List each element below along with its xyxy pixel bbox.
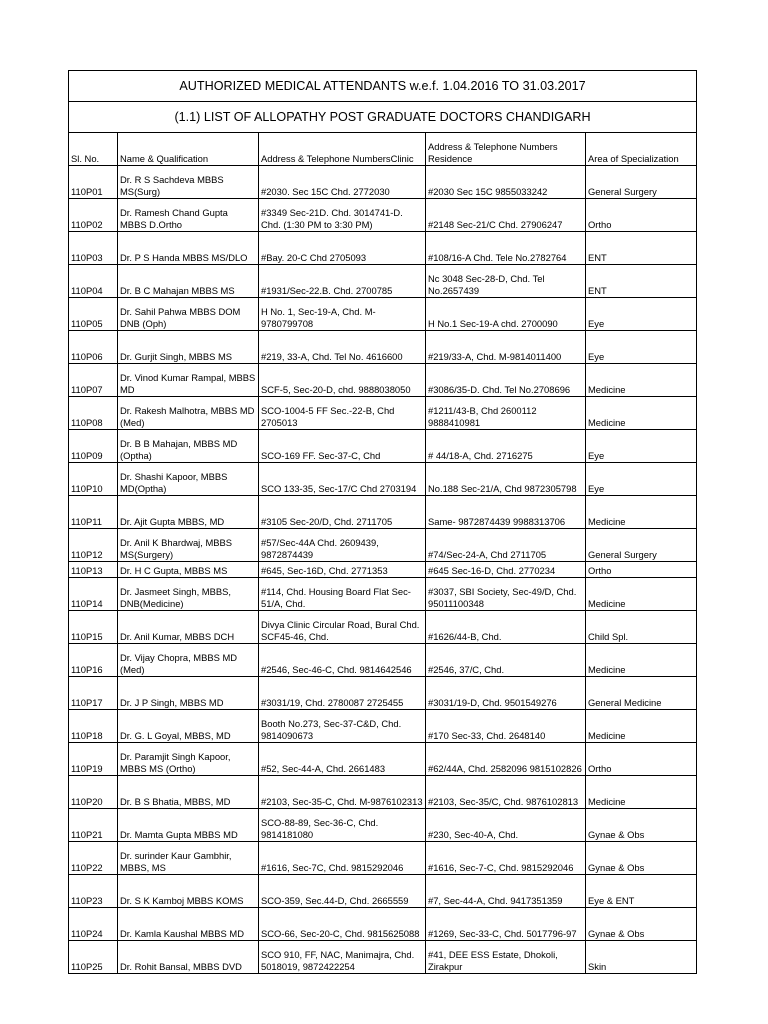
cell-sl-no: 110P09 <box>69 430 118 463</box>
cell-area-specialization: Eye <box>586 298 697 331</box>
cell-clinic-address: Divya Clinic Circular Road, Bural Chd. SCF45-46, Chd. <box>259 611 426 644</box>
cell-clinic-address: #1616, Sec-7C, Chd. 9815292046 <box>259 842 426 875</box>
cell-residence-address: #219/33-A, Chd. M-9814011400 <box>426 331 586 364</box>
cell-residence-address: #1616, Sec-7-C, Chd. 9815292046 <box>426 842 586 875</box>
table-row <box>69 776 697 809</box>
cell-name-qualification: Dr. P S Handa MBBS MS/DLO <box>118 232 259 265</box>
cell-sl-no: 110P08 <box>69 397 118 430</box>
cell-sl-no: 110P11 <box>69 496 118 529</box>
cell-area-specialization: Gynae & Obs <box>586 842 697 875</box>
cell-sl-no: 110P20 <box>69 776 118 809</box>
table-row <box>69 199 697 232</box>
cell-name-qualification: Dr. Ramesh Chand Gupta MBBS D.Ortho <box>118 199 259 232</box>
header-row <box>69 133 697 166</box>
cell-residence-address: #3031/19-D, Chd. 9501549276 <box>426 677 586 710</box>
cell-area-specialization: Medicine <box>586 578 697 611</box>
cell-sl-no: 110P21 <box>69 809 118 842</box>
cell-clinic-address: #2030. Sec 15C Chd. 2772030 <box>259 166 426 199</box>
cell-sl-no: 110P22 <box>69 842 118 875</box>
table-row <box>69 166 697 199</box>
cell-clinic-address: #3105 Sec-20/D, Chd. 2711705 <box>259 496 426 529</box>
cell-name-qualification: Dr. B S Bhatia, MBBS, MD <box>118 776 259 809</box>
cell-residence-address: #645 Sec-16-D, Chd. 2770234 <box>426 562 586 578</box>
cell-area-specialization: Skin <box>586 941 697 974</box>
header-sl-no: Sl. No. <box>69 133 118 166</box>
cell-clinic-address: H No. 1, Sec-19-A, Chd. M-9780799708 <box>259 298 426 331</box>
cell-clinic-address: #1931/Sec-22.B. Chd. 2700785 <box>259 265 426 298</box>
cell-name-qualification: Dr. R S Sachdeva MBBS MS(Surg) <box>118 166 259 199</box>
table-row <box>69 611 697 644</box>
cell-sl-no: 110P05 <box>69 298 118 331</box>
cell-sl-no: 110P03 <box>69 232 118 265</box>
header-residence-address: Address & Telephone Numbers Residence <box>426 133 586 166</box>
cell-area-specialization: Medicine <box>586 644 697 677</box>
cell-clinic-address: #57/Sec-44A Chd. 2609439, 9872874439 <box>259 529 426 562</box>
cell-residence-address: #7, Sec-44-A, Chd. 9417351359 <box>426 875 586 908</box>
cell-area-specialization: General Medicine <box>586 677 697 710</box>
cell-name-qualification: Dr. Gurjit Singh, MBBS MS <box>118 331 259 364</box>
title-row <box>69 71 697 102</box>
cell-clinic-address: #645, Sec-16D, Chd. 2771353 <box>259 562 426 578</box>
cell-residence-address: #3086/35-D. Chd. Tel No.2708696 <box>426 364 586 397</box>
table-row <box>69 710 697 743</box>
cell-clinic-address: #3031/19, Chd. 2780087 2725455 <box>259 677 426 710</box>
cell-name-qualification: Dr. Anil K Bhardwaj, MBBS MS(Surgery) <box>118 529 259 562</box>
header-name-qualification: Name & Qualification <box>118 133 259 166</box>
cell-name-qualification: Dr. H C Gupta, MBBS MS <box>118 562 259 578</box>
cell-residence-address: #1269, Sec-33-C, Chd. 5017796-97 <box>426 908 586 941</box>
cell-name-qualification: Dr. B C Mahajan MBBS MS <box>118 265 259 298</box>
cell-residence-address: #230, Sec-40-A, Chd. <box>426 809 586 842</box>
cell-sl-no: 110P07 <box>69 364 118 397</box>
table-row <box>69 578 697 611</box>
table-row <box>69 430 697 463</box>
cell-sl-no: 110P13 <box>69 562 118 578</box>
table-row <box>69 496 697 529</box>
cell-clinic-address: #2103, Sec-35-C, Chd. M-9876102313 <box>259 776 426 809</box>
cell-area-specialization: Eye <box>586 331 697 364</box>
table-row <box>69 842 697 875</box>
cell-clinic-address: SCO-1004-5 FF Sec.-22-B, Chd 2705013 <box>259 397 426 430</box>
cell-name-qualification: Dr. Kamla Kaushal MBBS MD <box>118 908 259 941</box>
cell-area-specialization: Medicine <box>586 496 697 529</box>
cell-clinic-address: #3349 Sec-21D. Chd. 3014741-D. Chd. (1:30 PM to 3:30 PM) <box>259 199 426 232</box>
table-row <box>69 644 697 677</box>
cell-name-qualification: Dr. surinder Kaur Gambhir, MBBS, MS <box>118 842 259 875</box>
header-clinic-address: Address & Telephone NumbersClinic <box>259 133 426 166</box>
cell-residence-address: # 44/18-A, Chd. 2716275 <box>426 430 586 463</box>
table-row <box>69 298 697 331</box>
cell-area-specialization: Child Spl. <box>586 611 697 644</box>
cell-residence-address: #62/44A, Chd. 2582096 9815102826 <box>426 743 586 776</box>
cell-residence-address: #108/16-A Chd. Tele No.2782764 <box>426 232 586 265</box>
cell-sl-no: 110P10 <box>69 463 118 496</box>
cell-name-qualification: Dr. Rohit Bansal, MBBS DVD <box>118 941 259 974</box>
header-area-specialization: Area of Specialization <box>586 133 697 166</box>
cell-sl-no: 110P12 <box>69 529 118 562</box>
cell-area-specialization: Medicine <box>586 397 697 430</box>
cell-sl-no: 110P06 <box>69 331 118 364</box>
table-row <box>69 331 697 364</box>
cell-residence-address: #1211/43-B, Chd 2600112 9888410981 <box>426 397 586 430</box>
cell-residence-address: #2103, Sec-35/C, Chd. 9876102813 <box>426 776 586 809</box>
cell-sl-no: 110P16 <box>69 644 118 677</box>
cell-sl-no: 110P15 <box>69 611 118 644</box>
cell-name-qualification: Dr. S K Kamboj MBBS KOMS <box>118 875 259 908</box>
cell-sl-no: 110P04 <box>69 265 118 298</box>
cell-sl-no: 110P14 <box>69 578 118 611</box>
cell-name-qualification: Dr. Vijay Chopra, MBBS MD (Med) <box>118 644 259 677</box>
cell-name-qualification: Dr. Mamta Gupta MBBS MD <box>118 809 259 842</box>
cell-area-specialization: General Surgery <box>586 529 697 562</box>
cell-sl-no: 110P23 <box>69 875 118 908</box>
cell-name-qualification: Dr. Vinod Kumar Rampal, MBBS MD <box>118 364 259 397</box>
cell-sl-no: 110P18 <box>69 710 118 743</box>
cell-area-specialization: Medicine <box>586 710 697 743</box>
cell-clinic-address: SCO-88-89, Sec-36-C, Chd. 9814181080 <box>259 809 426 842</box>
cell-name-qualification: Dr. Ajit Gupta MBBS, MD <box>118 496 259 529</box>
cell-residence-address: #1626/44-B, Chd. <box>426 611 586 644</box>
cell-residence-address: H No.1 Sec-19-A chd. 2700090 <box>426 298 586 331</box>
cell-area-specialization: Gynae & Obs <box>586 908 697 941</box>
cell-sl-no: 110P02 <box>69 199 118 232</box>
cell-area-specialization: Eye <box>586 463 697 496</box>
cell-clinic-address: #Bay. 20-C Chd 2705093 <box>259 232 426 265</box>
doctors-table <box>68 70 697 974</box>
cell-area-specialization: ENT <box>586 232 697 265</box>
table-row <box>69 941 697 974</box>
cell-clinic-address: #52, Sec-44-A, Chd. 2661483 <box>259 743 426 776</box>
table-row <box>69 809 697 842</box>
document-subtitle: (1.1) LIST OF ALLOPATHY POST GRADUATE DOCTORS CHANDIGARH <box>69 102 697 133</box>
cell-clinic-address: Booth No.273, Sec-37-C&D, Chd. 9814090673 <box>259 710 426 743</box>
cell-area-specialization: General Surgery <box>586 166 697 199</box>
cell-name-qualification: Dr. Sahil Pahwa MBBS DOM DNB (Oph) <box>118 298 259 331</box>
table-row <box>69 743 697 776</box>
cell-residence-address: #3037, SBI Society, Sec-49/D, Chd. 95011100348 <box>426 578 586 611</box>
cell-residence-address: #170 Sec-33, Chd. 2648140 <box>426 710 586 743</box>
cell-name-qualification: Dr. J P Singh, MBBS MD <box>118 677 259 710</box>
cell-clinic-address: SCF-5, Sec-20-D, chd. 9888038050 <box>259 364 426 397</box>
table-row <box>69 529 697 562</box>
cell-name-qualification: Dr. B B Mahajan, MBBS MD (Optha) <box>118 430 259 463</box>
cell-area-specialization: Gynae & Obs <box>586 809 697 842</box>
cell-residence-address: #2546, 37/C, Chd. <box>426 644 586 677</box>
cell-sl-no: 110P25 <box>69 941 118 974</box>
cell-residence-address: #2030 Sec 15C 9855033242 <box>426 166 586 199</box>
cell-sl-no: 110P24 <box>69 908 118 941</box>
cell-name-qualification: Dr. Paramjit Singh Kapoor, MBBS MS (Ortho) <box>118 743 259 776</box>
cell-clinic-address: SCO 133-35, Sec-17/C Chd 2703194 <box>259 463 426 496</box>
cell-name-qualification: Dr. Rakesh Malhotra, MBBS MD (Med) <box>118 397 259 430</box>
document-title: AUTHORIZED MEDICAL ATTENDANTS w.e.f. 1.04.2016 TO 31.03.2017 <box>69 71 697 102</box>
cell-residence-address: No.188 Sec-21/A, Chd 9872305798 <box>426 463 586 496</box>
cell-sl-no: 110P19 <box>69 743 118 776</box>
table-row <box>69 677 697 710</box>
cell-residence-address: #74/Sec-24-A, Chd 2711705 <box>426 529 586 562</box>
cell-area-specialization: Ortho <box>586 562 697 578</box>
cell-name-qualification: Dr. Jasmeet Singh, MBBS, DNB(Medicine) <box>118 578 259 611</box>
cell-sl-no: 110P01 <box>69 166 118 199</box>
table-row <box>69 875 697 908</box>
cell-residence-address: Nc 3048 Sec-28-D, Chd. Tel No.2657439 <box>426 265 586 298</box>
cell-area-specialization: Ortho <box>586 199 697 232</box>
cell-name-qualification: Dr. Anil Kumar, MBBS DCH <box>118 611 259 644</box>
cell-clinic-address: #2546, Sec-46-C, Chd. 9814642546 <box>259 644 426 677</box>
subtitle-row <box>69 102 697 133</box>
cell-area-specialization: Ortho <box>586 743 697 776</box>
table-row <box>69 908 697 941</box>
cell-area-specialization: Medicine <box>586 364 697 397</box>
cell-clinic-address: SCO-66, Sec-20-C, Chd. 9815625088 <box>259 908 426 941</box>
cell-clinic-address: SCO-169 FF. Sec-37-C, Chd <box>259 430 426 463</box>
cell-residence-address: #2148 Sec-21/C Chd. 27906247 <box>426 199 586 232</box>
cell-residence-address: Same- 9872874439 9988313706 <box>426 496 586 529</box>
cell-clinic-address: #219, 33-A, Chd. Tel No. 4616600 <box>259 331 426 364</box>
cell-clinic-address: #114, Chd. Housing Board Flat Sec-51/A, Chd. <box>259 578 426 611</box>
cell-area-specialization: Eye <box>586 430 697 463</box>
cell-name-qualification: Dr. G. L Goyal, MBBS, MD <box>118 710 259 743</box>
cell-area-specialization: Medicine <box>586 776 697 809</box>
cell-area-specialization: ENT <box>586 265 697 298</box>
cell-clinic-address: SCO 910, FF, NAC, Manimajra, Chd. 5018019, 9872422254 <box>259 941 426 974</box>
cell-sl-no: 110P17 <box>69 677 118 710</box>
table-row <box>69 265 697 298</box>
table-row <box>69 397 697 430</box>
table-row <box>69 232 697 265</box>
table-row <box>69 364 697 397</box>
cell-residence-address: #41, DEE ESS Estate, Dhokoli, Zirakpur <box>426 941 586 974</box>
table-row <box>69 562 697 578</box>
cell-clinic-address: SCO-359, Sec.44-D, Chd. 2665559 <box>259 875 426 908</box>
table-row <box>69 463 697 496</box>
cell-name-qualification: Dr. Shashi Kapoor, MBBS MD(Optha) <box>118 463 259 496</box>
cell-area-specialization: Eye & ENT <box>586 875 697 908</box>
